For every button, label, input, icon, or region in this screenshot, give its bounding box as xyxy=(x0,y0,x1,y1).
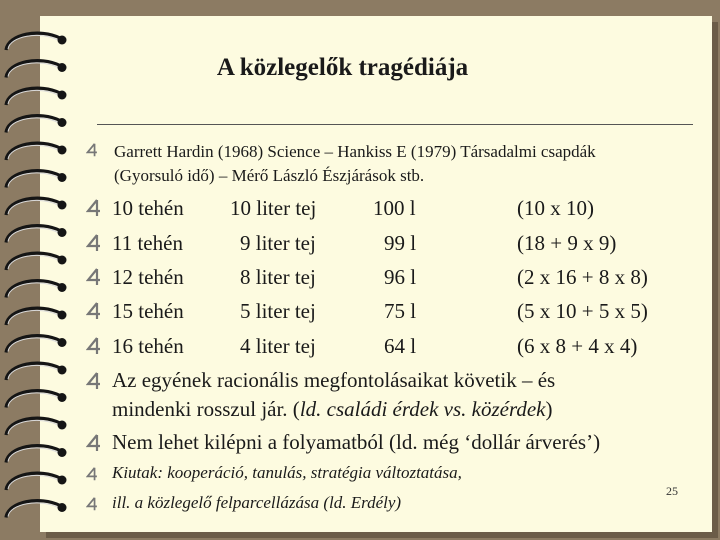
binding-hole xyxy=(58,146,67,155)
exit-text: Nem lehet kilépni a folyamatból (ld. még ‘dollár árverés’) xyxy=(112,430,601,454)
binding-hole xyxy=(58,173,67,182)
number-4-icon xyxy=(86,372,104,390)
total-cell: 75 l xyxy=(384,299,417,323)
total-cell: 96 l xyxy=(384,265,417,289)
number-4-icon xyxy=(86,434,104,452)
reference-line-1: Garrett Hardin (1968) Science – Hankiss E (1979) Társadalmi csapdák xyxy=(114,142,596,161)
references-text xyxy=(114,140,596,188)
binding-hole xyxy=(58,256,67,265)
cows-cell: 10 tehén xyxy=(112,196,184,220)
page-number: 25 xyxy=(666,484,678,498)
number-4-icon xyxy=(86,199,104,217)
cows-cell: 12 tehén xyxy=(112,265,184,289)
total-cell: 99 l xyxy=(384,231,417,255)
number-4-icon xyxy=(86,302,104,320)
binding-hole xyxy=(58,283,67,292)
milk-cell: 5 liter tej xyxy=(240,299,316,323)
individuals-line-2-plain: mindenki rosszul jár. ( xyxy=(112,397,300,421)
calc-cell: (6 x 8 + 4 x 4) xyxy=(517,334,638,358)
individuals-line-2-italic: ld. családi érdek vs. közérdek xyxy=(299,397,546,421)
binding-hole xyxy=(58,118,67,127)
reference-line-2: (Gyorsuló idő) – Mérő László Észjárások stb. xyxy=(114,166,425,185)
solutions-line-2: ill. a közlegelő felparcellázása (ld. Erdély) xyxy=(112,493,402,512)
binding-hole xyxy=(58,91,67,100)
individuals-line-2-end: ) xyxy=(545,397,553,421)
cows-cell: 16 tehén xyxy=(112,334,184,358)
binding-hole xyxy=(58,366,67,375)
milk-cell: 10 liter tej xyxy=(230,196,317,220)
calc-cell: (2 x 16 + 8 x 8) xyxy=(517,265,648,289)
number-4-icon xyxy=(86,497,100,511)
binding-hole xyxy=(58,201,67,210)
number-4-icon xyxy=(86,337,104,355)
binding-hole xyxy=(58,393,67,402)
binding-hole xyxy=(58,503,67,512)
binding-hole xyxy=(58,338,67,347)
individuals-line-2 xyxy=(112,395,555,424)
solutions-text xyxy=(112,458,462,518)
number-4-icon xyxy=(86,467,100,481)
total-cell: 100 l xyxy=(373,196,416,220)
milk-cell: 9 liter tej xyxy=(240,231,316,255)
cows-cell: 15 tehén xyxy=(112,299,184,323)
milk-cell: 4 liter tej xyxy=(240,334,316,358)
binding-hole xyxy=(58,311,67,320)
binding-hole xyxy=(58,228,67,237)
number-4-icon xyxy=(86,143,100,157)
solutions-line-1: Kiutak: kooperáció, tanulás, stratégia változtatása, xyxy=(112,463,462,482)
cows-cell: 11 tehén xyxy=(112,231,183,255)
individuals-line-1: Az egyének racionális megfontolásaikat követik – és xyxy=(112,368,556,392)
calc-cell: (18 + 9 x 9) xyxy=(517,231,617,255)
title-divider xyxy=(97,124,693,125)
number-4-icon xyxy=(86,234,104,252)
number-4-icon xyxy=(86,268,104,286)
binding-hole xyxy=(58,36,67,45)
page-title: A közlegelők tragédiája xyxy=(216,54,469,81)
total-cell: 64 l xyxy=(384,334,417,358)
individuals-text xyxy=(112,366,555,424)
calc-cell: (5 x 10 + 5 x 5) xyxy=(517,299,648,323)
binding-hole xyxy=(58,448,67,457)
binding-hole xyxy=(58,421,67,430)
binding-hole xyxy=(58,476,67,485)
calc-cell: (10 x 10) xyxy=(517,196,594,220)
milk-cell: 8 liter tej xyxy=(240,265,316,289)
